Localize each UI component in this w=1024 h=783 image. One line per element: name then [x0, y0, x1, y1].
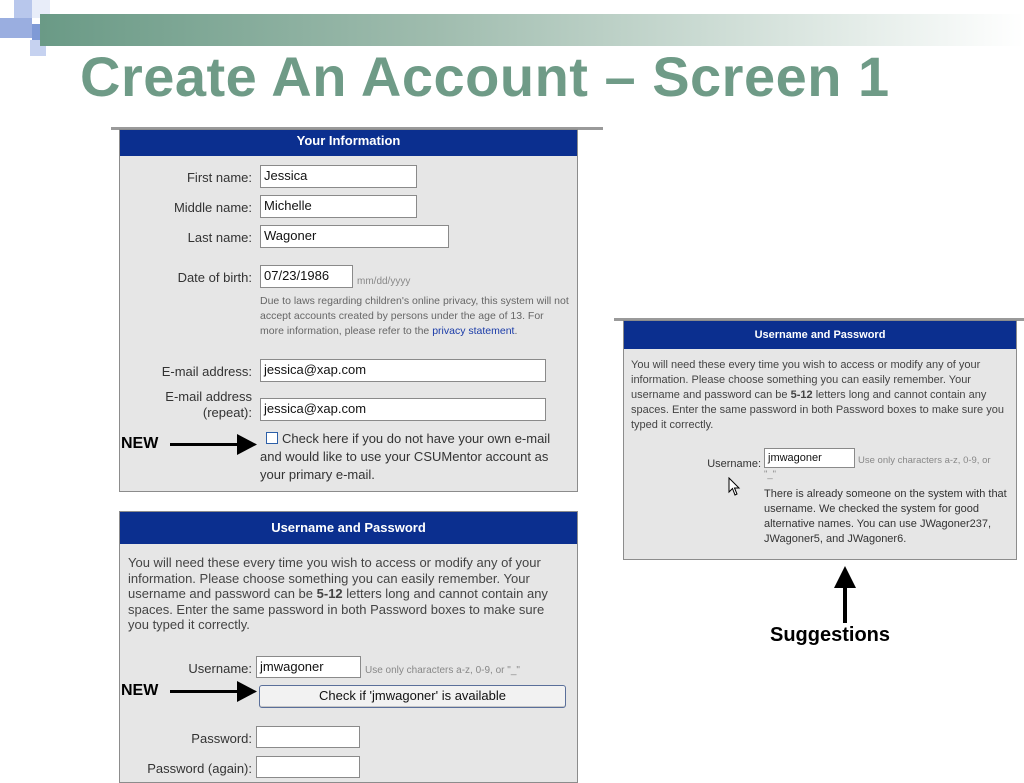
username-label: Username: — [188, 661, 252, 676]
title-gradient-bar — [40, 14, 1024, 46]
username-taken-message: There is already someone on the system with that username. We checked the system for good alternative names. You can use JWagoner237, JWagoner5, and JWagoner6. — [764, 488, 1007, 545]
panel-header: Username and Password — [120, 512, 577, 544]
suggest-hint-quote: "_" — [764, 469, 777, 480]
decorative-square — [0, 18, 32, 38]
first-name-label: First name: — [186, 170, 252, 185]
email-repeat-label — [165, 389, 252, 421]
suggest-instructions-length: 5-12 — [790, 389, 813, 401]
last-name-label: Last name: — [187, 230, 252, 245]
privacy-statement-link[interactable]: privacy statement — [432, 325, 515, 337]
username-instructions — [128, 555, 568, 633]
suggest-username-field[interactable]: jmwagoner — [764, 448, 855, 468]
username-suggestions-panel — [623, 320, 1017, 560]
panel-header: Username and Password — [624, 321, 1016, 349]
check-availability-button[interactable]: Check if 'jmwagoner' is available — [259, 685, 566, 708]
privacy-note-end: . — [514, 325, 518, 337]
checkbox-label — [260, 430, 572, 484]
suggest-username-hint — [858, 454, 991, 467]
username-field[interactable]: jmwagoner — [256, 656, 361, 678]
right-arrow-icon — [237, 434, 257, 455]
email-field[interactable]: jessica@xap.com — [260, 359, 546, 382]
privacy-note-text: Due to laws regarding children's online privacy, this system will not accept accounts created by persons under the age of 13. For more information, please refer to the — [260, 295, 569, 337]
slide-title: Create An Account – Screen 1 — [80, 45, 890, 108]
instructions-part-1: You will need these every time you wish to access or modify any of your information. Please choose something you can easily remember. Your username and password can be — [128, 555, 541, 601]
password-field[interactable] — [256, 726, 360, 748]
suggestions-callout-label: Suggestions — [770, 624, 891, 646]
middle-name-field[interactable]: Michelle — [260, 195, 417, 218]
date-of-birth-field[interactable]: 07/23/1986 — [260, 265, 353, 288]
email-repeat-label-line2: (repeat): — [202, 405, 252, 420]
suggest-hint-line1: Use only characters a-z, 0-9, or — [858, 455, 991, 466]
suggest-username-label: Username: — [707, 458, 761, 470]
arrow-shaft — [170, 443, 240, 446]
new-callout-label: NEW — [121, 435, 159, 452]
suggest-instructions — [631, 358, 1013, 433]
checkbox-label-text: Check here if you do not have your own e-mail and would like to use your CSUMentor account as your primary e-mail. — [260, 431, 551, 482]
arrow-shaft — [170, 690, 240, 693]
your-information-panel — [119, 129, 578, 492]
decorative-square — [14, 0, 32, 18]
date-format-hint: mm/dd/yyyy — [357, 276, 411, 287]
privacy-note — [260, 294, 570, 339]
password-label: Password: — [191, 731, 252, 746]
new-callout-label: NEW — [121, 682, 159, 699]
password-again-label: Password (again): — [147, 761, 252, 776]
right-arrow-icon — [237, 681, 257, 702]
arrow-shaft — [843, 585, 847, 623]
email-repeat-field[interactable]: jessica@xap.com — [260, 398, 546, 421]
username-password-panel — [119, 511, 578, 783]
mouse-cursor-icon — [728, 477, 742, 497]
last-name-field[interactable]: Wagoner — [260, 225, 449, 248]
date-of-birth-label: Date of birth: — [177, 270, 252, 285]
suggest-instructions-part-2: letters long and cannot contain any spaces. Enter the same password in both Password boxes to make sure you typed it correctly. — [631, 389, 1004, 431]
username-hint: Use only characters a-z, 0-9, or "_" — [365, 665, 520, 676]
email-label: E-mail address: — [161, 364, 252, 379]
email-repeat-label-line1: E-mail address — [165, 389, 252, 404]
first-name-field[interactable]: Jessica — [260, 165, 417, 188]
password-again-field[interactable] — [256, 756, 360, 778]
instructions-length: 5-12 — [316, 586, 343, 601]
panel-header: Your Information — [120, 130, 577, 156]
suggest-instructions-part-1: You will need these every time you wish to access or modify any of your information. Please choose something you can easily remember. Your username and password can be — [631, 359, 981, 401]
middle-name-label: Middle name: — [173, 200, 252, 215]
instructions-part-2: letters long and cannot contain any spaces. Enter the same password in both Password boxes to make sure you typed it correctly. — [128, 586, 548, 632]
